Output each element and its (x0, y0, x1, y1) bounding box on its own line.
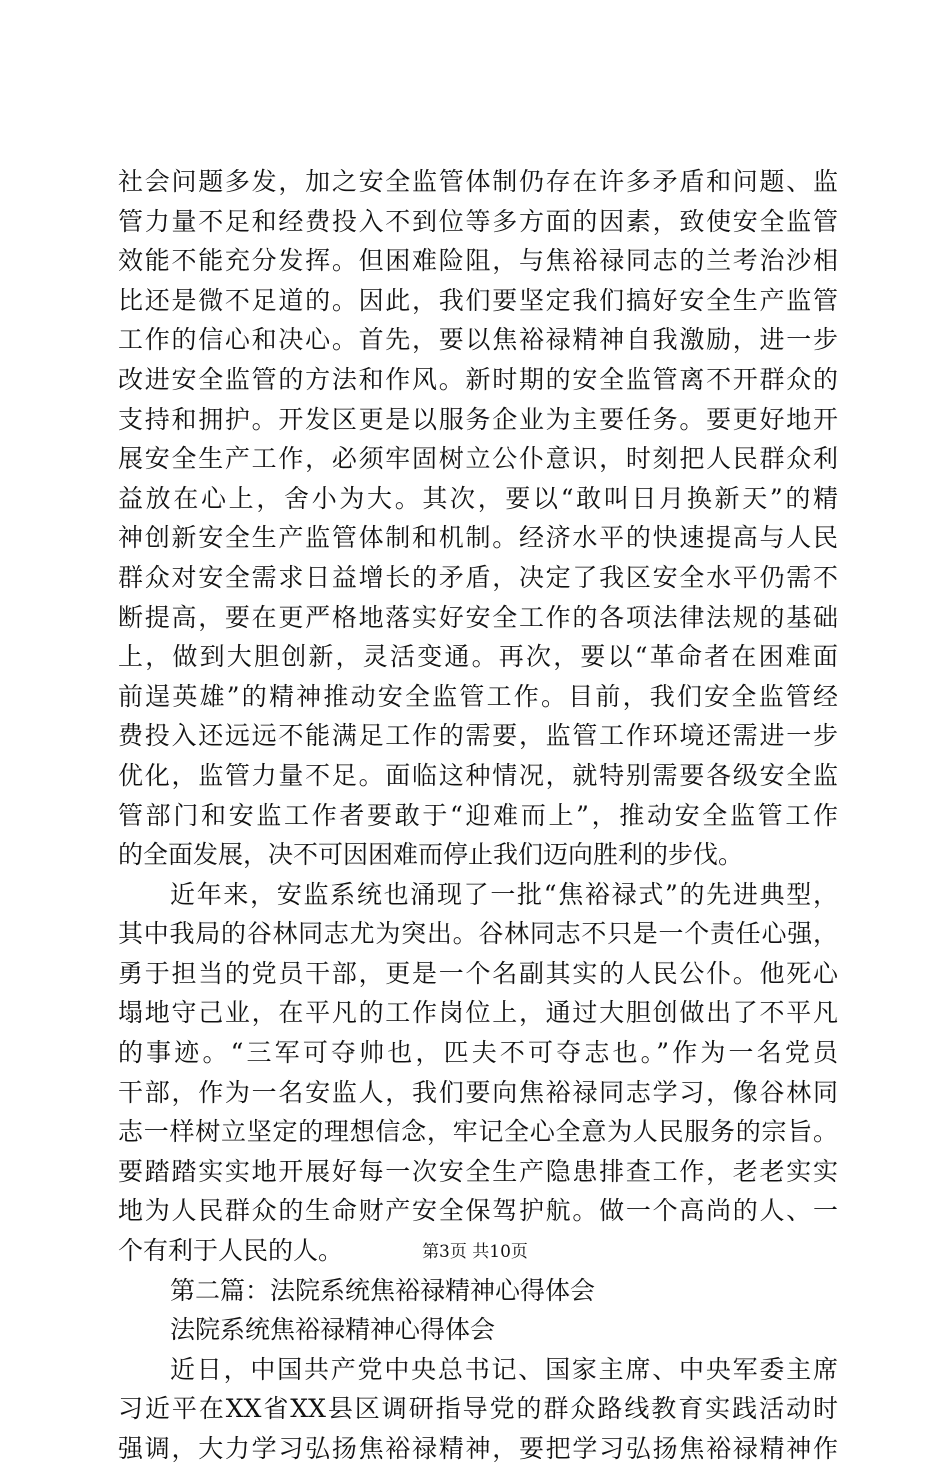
text-line: 个有利于人民的人。 (118, 1236, 344, 1266)
text-line: 其中我局的谷林同志尤为突出。谷林同志不只是一个责任心强， (118, 919, 838, 949)
text-line: 管部门和安监工作者要敢于“迎难而上”，推动安全监管工作 (118, 800, 838, 830)
page-footer: 第3页 共10页 (422, 1242, 528, 1262)
text-line: 优化，监管力量不足。面临这种情况，就特别需要各级安全监 (118, 760, 838, 790)
text-line: 比还是微不足道的。因此，我们要坚定我们搞好安全生产监管 (118, 285, 838, 315)
text-line: 改进安全监管的方法和作风。新时期的安全监管离不开群众的 (118, 364, 838, 394)
text-line: 地为人民群众的生命财产安全保驾护航。做一个高尚的人、一 (118, 1196, 838, 1226)
text-line: 强调，大力学习弘扬焦裕禄精神，要把学习弘扬焦裕禄精神作 (118, 1434, 838, 1463)
text-line: 要踏踏实实地开展好每一次安全生产隐患排查工作，老老实实 (118, 1156, 838, 1186)
text-line: 法院系统焦裕禄精神心得体会 (170, 1315, 496, 1345)
document-body (118, 162, 838, 1469)
text-line: 的全面发展，决不可因困难而停止我们迈向胜利的步伐。 (118, 840, 744, 870)
text-line: 上，做到大胆创新，灵活变通。再次，要以“革命者在困难面 (118, 642, 838, 672)
text-line: 效能不能充分发挥。但困难险阻，与焦裕禄同志的兰考治沙相 (118, 246, 838, 276)
text-line: 近日，中国共产党中央总书记、国家主席、中央军委主席 (170, 1354, 838, 1384)
text-line: 志一样树立坚定的理想信念，牢记全心全意为人民服务的宗旨。 (118, 1117, 838, 1147)
text-line: 工作的信心和决心。首先，要以焦裕禄精神自我激励，进一步 (118, 325, 838, 355)
text-line: 支持和拥护。开发区更是以服务企业为主要任务。要更好地开 (118, 404, 838, 434)
text-line: 费投入还远远不能满足工作的需要，监管工作环境还需进一步 (118, 721, 838, 751)
text-line: 断提高，要在更严格地落实好安全工作的各项法律法规的基础 (118, 602, 838, 632)
text-line: 益放在心上，舍小为大。其次，要以“敢叫日月换新天”的精 (118, 483, 838, 513)
text-line: 群众对安全需求日益增长的矛盾，决定了我区安全水平仍需不 (118, 562, 838, 592)
text-line: 习近平在XX省XX县区调研指导党的群众路线教育实践活动时 (118, 1394, 838, 1424)
text-line: 的事迹。“三军可夺帅也，匹夫不可夺志也。”作为一名党员 (118, 1038, 838, 1068)
text-line: 展安全生产工作，必须牢固树立公仆意识，时刻把人民群众利 (118, 444, 838, 474)
text-line: 勇于担当的党员干部，更是一个名副其实的人民公仆。他死心 (118, 958, 838, 988)
text-line: 近年来，安监系统也涌现了一批“焦裕禄式”的先进典型， (170, 879, 838, 909)
text-line: 第二篇：法院系统焦裕禄精神心得体会 (170, 1275, 596, 1305)
text-line: 社会问题多发，加之安全监管体制仍存在许多矛盾和问题、监 (118, 167, 838, 196)
text-line: 管力量不足和经费投入不到位等多方面的因素，致使安全监管 (118, 206, 838, 236)
text-line: 干部，作为一名安监人，我们要向焦裕禄同志学习，像谷林同 (118, 1077, 838, 1107)
text-line: 前逞英雄”的精神推动安全监管工作。目前，我们安全监管经 (118, 681, 838, 711)
text-line: 神创新安全生产监管体制和机制。经济水平的快速提高与人民 (118, 523, 838, 553)
text-line: 塌地守己业，在平凡的工作岗位上，通过大胆创做出了不平凡 (118, 998, 838, 1028)
